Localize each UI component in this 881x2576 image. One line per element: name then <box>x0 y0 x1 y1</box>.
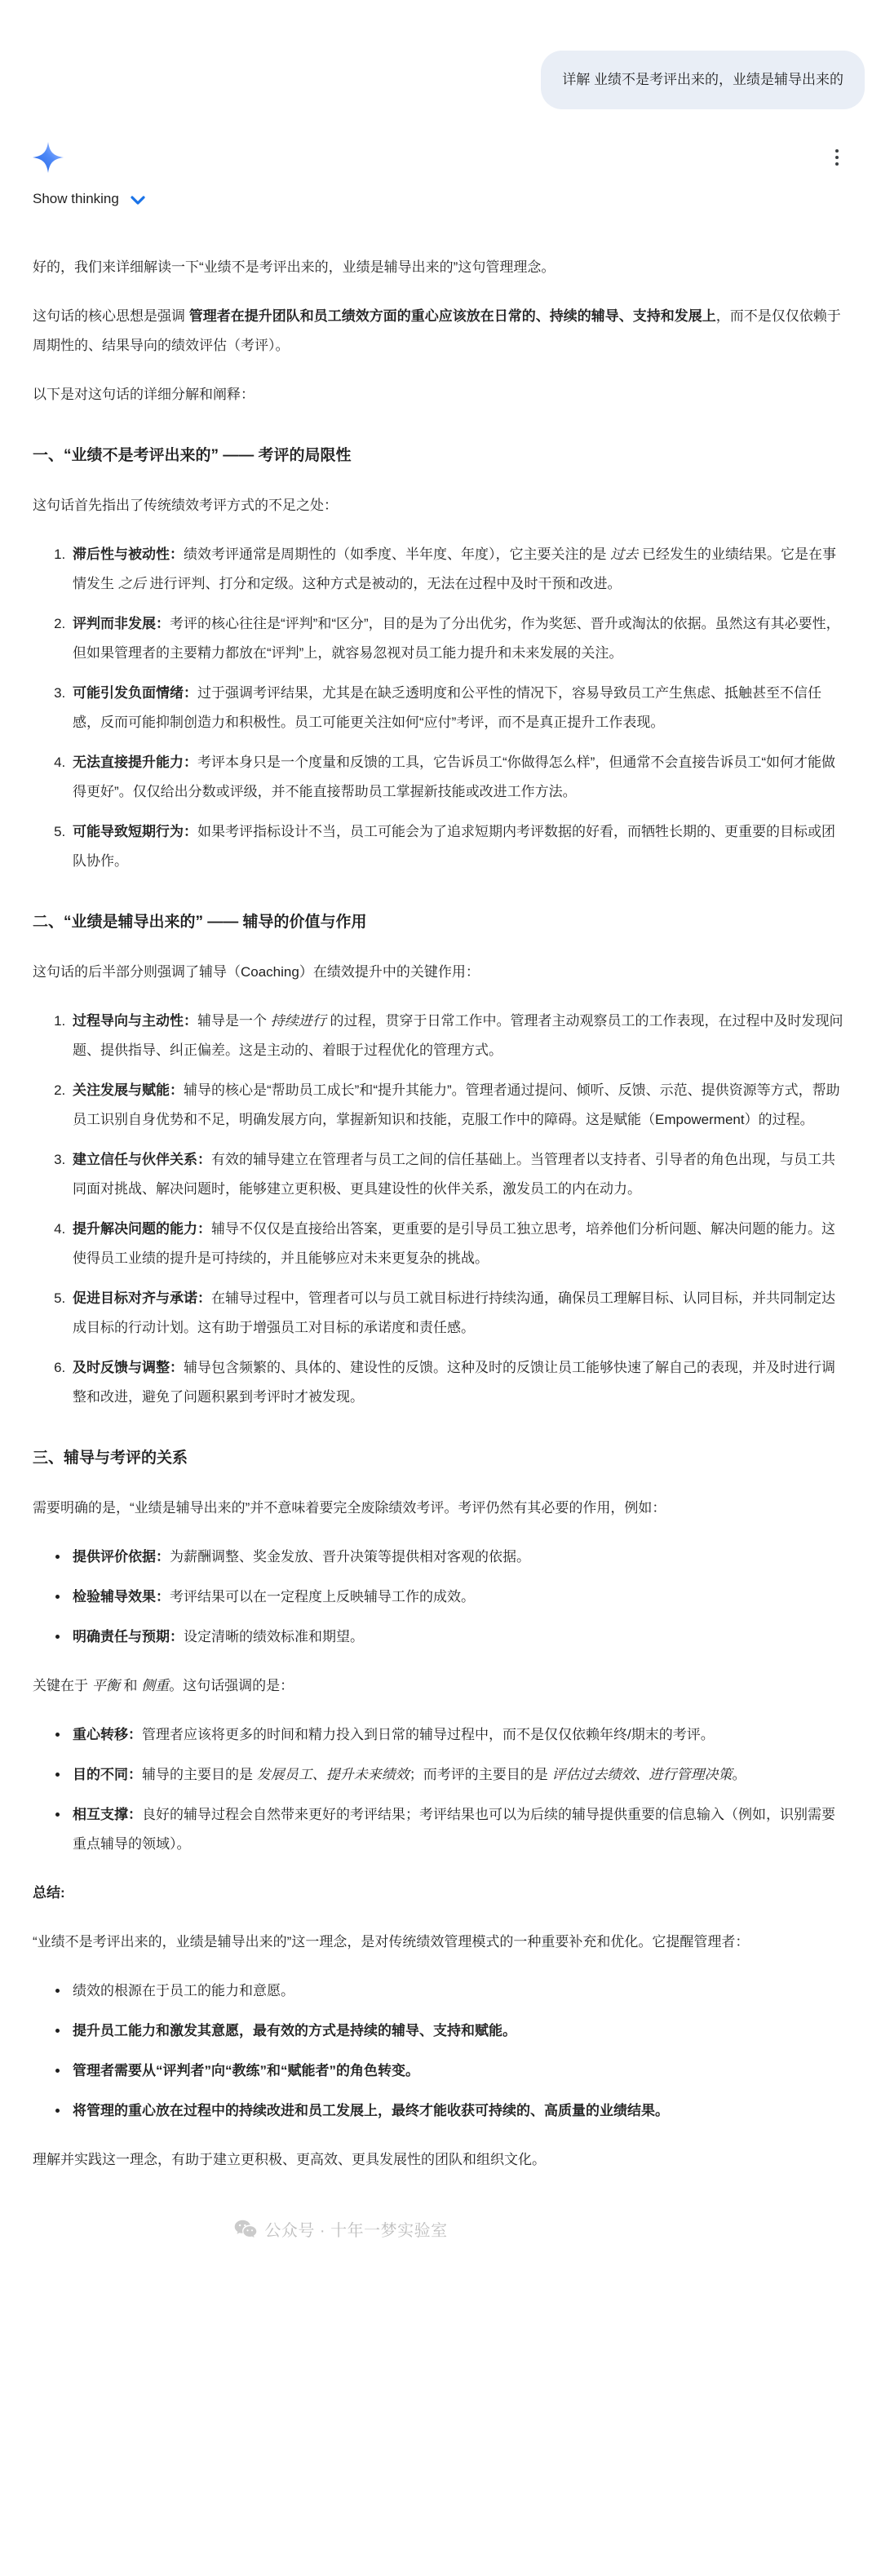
text-segment: 的过程，贯穿于日常工作中。管理者主动观察员工的工作表现，在过程中及时发现问题、提供指导、纠正偏差。这是主动的、着眼于过程优化的管理方式。 <box>73 1013 843 1058</box>
text-segment: 可能导致短期行为： <box>73 824 197 839</box>
text-segment: “业绩不是考评出来的，业绩是辅导出来的”这一理念，是对传统绩效管理模式的一种重要补充和优化。它提醒管理者： <box>33 1934 750 1950</box>
assistant-response <box>0 207 881 2175</box>
list-item <box>69 748 848 807</box>
text-segment: 良好的辅导过程会自然带来更好的考评结果；考评结果也可以为后续的辅导提供重要的信息输入（例如，识别需要重点辅导的领域）。 <box>73 1807 835 1852</box>
text-segment: 进行评判、打分和定级。这种方式是被动的，无法在过程中及时干预和改进。 <box>145 576 622 591</box>
text-segment: 考评的核心往往是“评判”和“区分”，目的是为了分出优劣，作为奖惩、晋升或淘汰的依据。虽然这有其必要性，但如果管理者的主要精力都放在“评判”上，就容易忽视对员工能力提升和未来发展的关注。 <box>73 616 840 661</box>
text-segment: 关注发展与赋能： <box>73 1082 184 1098</box>
list-item <box>69 2016 848 2046</box>
text-segment: 辅导包含频繁的、具体的、建设性的反馈。这种及时的反馈让员工能够快速了解自己的表现，并及时进行调整和改进，避免了问题积累到考评时才被发现。 <box>73 1360 835 1405</box>
text-segment: 考评结果可以在一定程度上反映辅导工作的成效。 <box>170 1589 475 1604</box>
paragraph <box>33 1928 848 1957</box>
paragraph <box>33 253 848 282</box>
text-segment: 侧重 <box>141 1678 170 1693</box>
bullet-list <box>33 1720 848 1859</box>
text-segment: 已经发生的业绩结果。它是在事情发生 <box>73 547 836 591</box>
text-segment: 关键在于 <box>33 1678 92 1693</box>
text-segment: 一、“业绩不是考评出来的” —— 考评的局限性 <box>33 447 352 464</box>
text-segment: 这句话的后半部分则强调了辅导（Coaching）在绩效提升中的关键作用： <box>33 964 480 980</box>
text-segment: 目的不同： <box>73 1767 142 1782</box>
text-segment: 这句话的核心思想是强调 <box>33 308 189 324</box>
text-segment: 三、辅导与考评的关系 <box>33 1450 188 1467</box>
watermark-text: 公众号 · 十年一梦实验室 <box>264 2222 448 2240</box>
text-segment: 将管理的重心放在过程中的持续改进和员工发展上，最终才能收获可持续的、高质量的业绩结果。 <box>73 2103 669 2118</box>
text-segment: 明确责任与预期： <box>73 1629 184 1644</box>
bullet-list <box>33 1543 848 1652</box>
text-segment: 有效的辅导建立在管理者与员工之间的信任基础上。当管理者以支持者、引导者的角色出现，与员工共同面对挑战、解决问题时，能够建立更积极、更具建设性的伙伴关系，激发员工的内在动力。 <box>73 1152 835 1197</box>
text-segment: 无法直接提升能力： <box>73 755 197 770</box>
text-segment: 管理者需要从“评判者”向“教练”和“赋能者”的角色转变。 <box>73 2063 419 2078</box>
text-segment: 二、“业绩是辅导出来的” —— 辅导的价值与作用 <box>33 914 367 931</box>
list-item <box>69 1353 848 1412</box>
text-segment: 辅导的主要目的是 <box>142 1767 257 1782</box>
text-segment: 可能引发负面情绪： <box>73 685 197 701</box>
user-message-row <box>0 29 881 109</box>
list-item <box>69 1760 848 1790</box>
text-segment: 总结: <box>33 1885 65 1901</box>
text-segment: 这句话首先指出了传统绩效考评方式的不足之处： <box>33 498 338 513</box>
text-segment: 好的，我们来详细解读一下“业绩不是考评出来的，业绩是辅导出来的”这句管理理念。 <box>33 259 556 275</box>
text-segment: 及时反馈与调整： <box>73 1360 184 1375</box>
more-options-button[interactable] <box>827 147 847 168</box>
watermark <box>0 2217 781 2241</box>
numbered-list <box>33 1007 848 1412</box>
text-segment: 提升解决问题的能力： <box>73 1221 211 1237</box>
text-segment: 平衡 <box>91 1678 120 1693</box>
wechat-icon <box>234 2219 257 2240</box>
text-segment: 辅导的核心是“帮助员工成长”和“提升其能力”。管理者通过提问、倾听、反馈、示范、提供资源等方式，帮助员工识别自身优势和不足，明确发展方向，掌握新知识和技能，克服工作中的障碍。这是赋能（Empowerment）的过程。 <box>73 1082 840 1127</box>
paragraph <box>33 1879 848 1908</box>
text-segment: 辅导不仅仅是直接给出答案，更重要的是引导员工独立思考，培养他们分析问题、解决问题的能力。这使得员工业绩的提升是可持续的，并且能够应对未来更复杂的挑战。 <box>73 1221 835 1266</box>
text-segment: 持续进行 <box>270 1013 326 1029</box>
text-segment: 在辅导过程中，管理者可以与员工就目标进行持续沟通，确保员工理解目标、认同目标，并共同制定达成目标的行动计划。这有助于增强员工对目标的承诺度和责任感。 <box>73 1290 835 1335</box>
kebab-dot <box>835 149 839 153</box>
text-segment: 评判而非发展： <box>73 616 170 631</box>
text-segment: ，而不是仅仅依赖于周期性的、结果导向的绩效评估（考评）。 <box>33 308 841 353</box>
chevron-down-icon <box>131 196 145 205</box>
text-segment: 管理者应该将更多的时间和精力投入到日常的辅导过程中，而不是仅仅依赖年终/期末的考评。 <box>142 1727 715 1742</box>
text-segment: 绩效的根源在于员工的能力和意愿。 <box>73 1983 294 1998</box>
list-item <box>69 609 848 668</box>
paragraph <box>33 1671 848 1701</box>
paragraph <box>33 958 848 987</box>
text-segment: 辅导是一个 <box>197 1013 271 1029</box>
kebab-dot <box>835 156 839 159</box>
text-segment: 提供评价依据： <box>73 1549 170 1565</box>
text-segment: 。 <box>732 1767 746 1782</box>
bullet-list <box>33 1976 848 2126</box>
list-item <box>69 1007 848 1065</box>
text-segment: 评估过去绩效、进行管理决策 <box>551 1767 733 1782</box>
section-heading <box>33 1445 848 1472</box>
text-segment: 管理者在提升团队和员工绩效方面的重心应该放在日常的、持续的辅导、支持和发展上 <box>188 308 716 324</box>
text-segment: 如果考评指标设计不当，员工可能会为了追求短期内考评数据的好看，而牺牲长期的、更重要的目标或团队协作。 <box>73 824 835 869</box>
text-segment: 滞后性与被动性： <box>73 547 184 562</box>
list-item <box>69 1284 848 1343</box>
text-segment: 建立信任与伙伴关系： <box>73 1152 211 1167</box>
text-segment: 考评本身只是一个度量和反馈的工具，它告诉员工“你做得怎么样”，但通常不会直接告诉员工“如何才能做得更好”。仅仅给出分数或评级，并不能直接帮助员工掌握新技能或改进工作方法。 <box>73 755 835 799</box>
text-segment: 以下是对这句话的详细分解和阐释： <box>33 387 255 402</box>
paragraph <box>33 302 848 361</box>
list-item <box>69 1215 848 1273</box>
paragraph <box>33 491 848 520</box>
list-item <box>69 2096 848 2126</box>
text-segment: 绩效考评通常是周期性的（如季度、半年度、年度），它主要关注的是 <box>184 547 611 562</box>
text-segment: 为薪酬调整、奖金发放、晋升决策等提供相对客观的依据。 <box>170 1549 530 1565</box>
section-heading <box>33 909 848 936</box>
section-heading <box>33 442 848 470</box>
text-segment: 设定清晰的绩效标准和期望。 <box>184 1629 364 1644</box>
text-segment: 。这句话强调的是： <box>169 1678 294 1693</box>
user-message-bubble: 详解 业绩不是考评出来的，业绩是辅导出来的 <box>541 51 865 109</box>
text-segment: 促进目标对齐与承诺： <box>73 1290 211 1306</box>
text-segment: 之后 <box>117 576 146 591</box>
text-segment: 提升员工能力和激发其意愿，最有效的方式是持续的辅导、支持和赋能。 <box>73 2023 516 2038</box>
assistant-header <box>0 109 881 173</box>
list-item <box>69 1622 848 1652</box>
text-segment: ；而考评的主要目的是 <box>409 1767 552 1782</box>
list-item <box>69 1145 848 1204</box>
text-segment: 检验辅导效果： <box>73 1589 170 1604</box>
list-item <box>69 1582 848 1612</box>
text-segment: 过于强调考评结果，尤其是在缺乏透明度和公平性的情况下，容易导致员工产生焦虑、抵触甚至不信任感，反而可能抑制创造力和积极性。员工可能更关注如何“应付”考评，而不是真正提升工作表现。 <box>73 685 821 730</box>
paragraph <box>33 380 848 409</box>
list-item <box>69 1976 848 2006</box>
paragraph <box>33 2145 848 2175</box>
list-item <box>69 817 848 876</box>
text-segment: 过程导向与主动性： <box>73 1013 197 1029</box>
list-item <box>69 1543 848 1572</box>
list-item <box>69 2056 848 2086</box>
text-segment: 需要明确的是，“业绩是辅导出来的”并不意味着要完全废除绩效考评。考评仍然有其必要的作用，例如： <box>33 1500 666 1516</box>
list-item <box>69 1076 848 1135</box>
text-segment: 和 <box>119 1678 142 1693</box>
text-segment: 重心转移： <box>73 1727 142 1742</box>
numbered-list <box>33 540 848 876</box>
kebab-dot <box>835 162 839 166</box>
show-thinking-toggle[interactable] <box>0 173 178 207</box>
text-segment: 发展员工、提升未来绩效 <box>256 1767 410 1782</box>
list-item <box>69 540 848 599</box>
list-item <box>69 1720 848 1750</box>
list-item <box>69 1800 848 1859</box>
list-item <box>69 679 848 737</box>
show-thinking-label: Show thinking <box>33 191 119 206</box>
text-segment: 过去 <box>610 547 639 562</box>
gemini-sparkle-icon <box>33 142 64 173</box>
text-segment: 相互支撑： <box>73 1807 142 1822</box>
paragraph <box>33 1494 848 1523</box>
text-segment: 理解并实践这一理念，有助于建立更积极、更高效、更具发展性的团队和组织文化。 <box>33 2152 546 2167</box>
